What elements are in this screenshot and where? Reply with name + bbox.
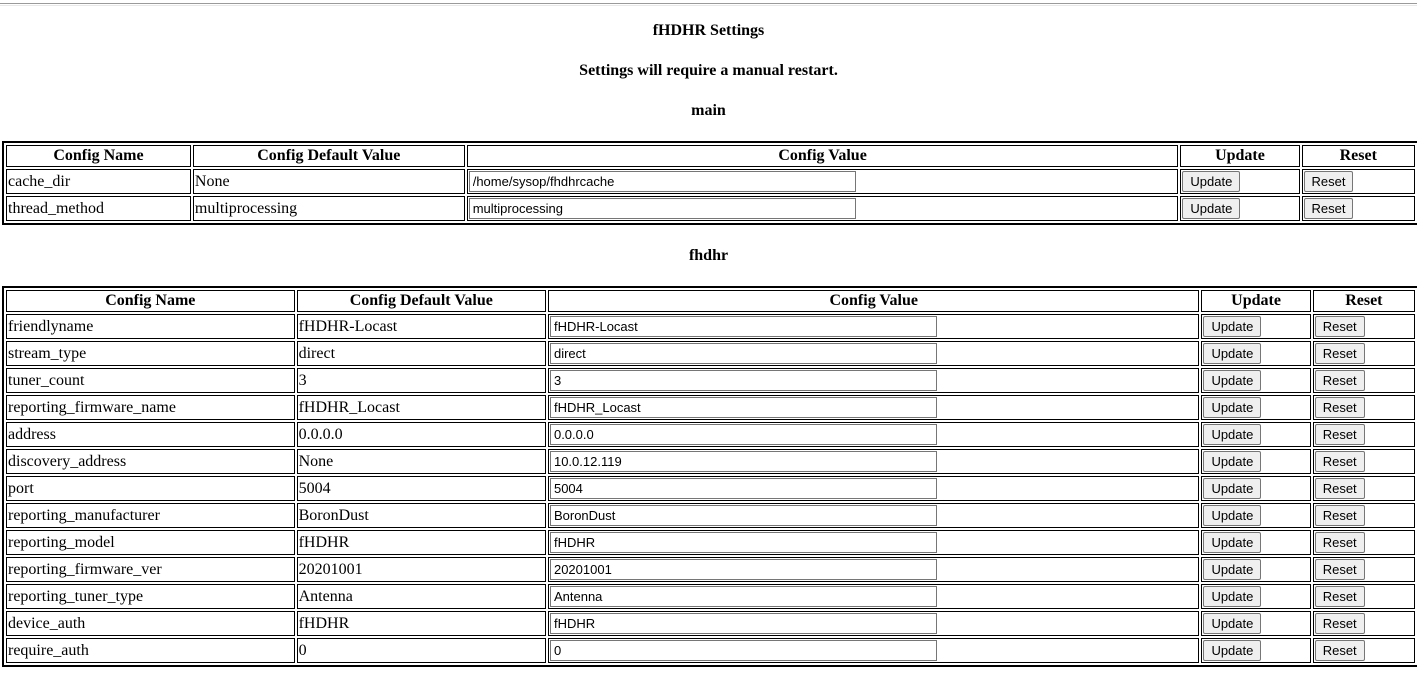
config-name-cell: require_auth bbox=[6, 638, 295, 663]
reset-button[interactable]: Reset bbox=[1315, 424, 1365, 445]
config-value-input[interactable] bbox=[469, 198, 856, 219]
config-default-cell: None bbox=[193, 169, 465, 194]
config-value-cell bbox=[467, 169, 1179, 194]
update-cell bbox=[1201, 314, 1310, 339]
config-value-cell bbox=[548, 638, 1199, 663]
update-cell bbox=[1180, 196, 1299, 221]
column-header: Config Name bbox=[6, 145, 191, 167]
config-name-cell: tuner_count bbox=[6, 368, 295, 393]
config-default-cell: 0.0.0.0 bbox=[297, 422, 546, 447]
reset-button[interactable]: Reset bbox=[1315, 451, 1365, 472]
config-name-cell: reporting_firmware_name bbox=[6, 395, 295, 420]
update-button[interactable]: Update bbox=[1203, 532, 1261, 553]
config-value-cell bbox=[548, 368, 1199, 393]
config-default-cell: direct bbox=[297, 341, 546, 366]
reset-button[interactable]: Reset bbox=[1315, 505, 1365, 526]
config-value-input[interactable] bbox=[550, 586, 937, 607]
config-default-cell: 0 bbox=[297, 638, 546, 663]
config-name-cell: device_auth bbox=[6, 611, 295, 636]
reset-button[interactable]: Reset bbox=[1315, 559, 1365, 580]
page-title: fHDHR Settings bbox=[652, 22, 765, 39]
main-settings-table bbox=[2, 141, 1417, 225]
reset-button[interactable]: Reset bbox=[1315, 343, 1365, 364]
reset-cell bbox=[1313, 557, 1415, 582]
column-header: Update bbox=[1201, 290, 1310, 312]
update-button[interactable]: Update bbox=[1203, 559, 1261, 580]
reset-cell bbox=[1313, 422, 1415, 447]
config-default-cell: 3 bbox=[297, 368, 546, 393]
config-value-cell bbox=[548, 449, 1199, 474]
update-button[interactable]: Update bbox=[1203, 451, 1261, 472]
update-button[interactable]: Update bbox=[1203, 478, 1261, 499]
reset-button[interactable]: Reset bbox=[1304, 171, 1354, 192]
config-row bbox=[6, 530, 1415, 555]
reset-cell bbox=[1313, 503, 1415, 528]
config-value-cell bbox=[548, 395, 1199, 420]
reset-cell bbox=[1313, 314, 1415, 339]
update-button[interactable]: Update bbox=[1203, 586, 1261, 607]
update-cell bbox=[1201, 449, 1310, 474]
config-name-cell: reporting_model bbox=[6, 530, 295, 555]
update-button[interactable]: Update bbox=[1203, 424, 1261, 445]
column-header: Reset bbox=[1313, 290, 1415, 312]
top-divider bbox=[0, 3, 1417, 6]
config-row bbox=[6, 422, 1415, 447]
restart-notice: Settings will require a manual restart. bbox=[579, 62, 838, 79]
config-name-cell: thread_method bbox=[6, 196, 191, 221]
config-name-cell: reporting_tuner_type bbox=[6, 584, 295, 609]
update-cell bbox=[1201, 395, 1310, 420]
update-button[interactable]: Update bbox=[1182, 171, 1240, 192]
config-value-cell bbox=[548, 530, 1199, 555]
config-value-input[interactable] bbox=[550, 505, 937, 526]
update-cell bbox=[1201, 584, 1310, 609]
update-button[interactable]: Update bbox=[1182, 198, 1240, 219]
reset-cell bbox=[1302, 169, 1416, 194]
column-header: Update bbox=[1180, 145, 1299, 167]
reset-button[interactable]: Reset bbox=[1315, 370, 1365, 391]
reset-cell bbox=[1302, 196, 1416, 221]
column-header: Config Value bbox=[467, 145, 1179, 167]
config-default-cell: fHDHR_Locast bbox=[297, 395, 546, 420]
update-cell bbox=[1201, 557, 1310, 582]
config-value-input[interactable] bbox=[550, 397, 937, 418]
update-cell bbox=[1201, 422, 1310, 447]
config-value-input[interactable] bbox=[550, 478, 937, 499]
config-value-input[interactable] bbox=[550, 343, 937, 364]
config-default-cell: 20201001 bbox=[297, 557, 546, 582]
update-cell bbox=[1201, 476, 1310, 501]
reset-button[interactable]: Reset bbox=[1315, 586, 1365, 607]
config-row bbox=[6, 368, 1415, 393]
config-row bbox=[6, 557, 1415, 582]
reset-cell bbox=[1313, 638, 1415, 663]
config-row bbox=[6, 611, 1415, 636]
section-heading-fhdhr: fhdhr bbox=[688, 247, 729, 264]
config-row bbox=[6, 341, 1415, 366]
column-header: Config Name bbox=[6, 290, 295, 312]
config-value-input[interactable] bbox=[550, 451, 937, 472]
config-value-cell bbox=[548, 476, 1199, 501]
config-value-input[interactable] bbox=[550, 640, 937, 661]
reset-cell bbox=[1313, 476, 1415, 501]
config-value-cell bbox=[467, 196, 1179, 221]
config-default-cell: BoronDust bbox=[297, 503, 546, 528]
config-row bbox=[6, 503, 1415, 528]
update-cell bbox=[1201, 368, 1310, 393]
config-value-cell bbox=[548, 314, 1199, 339]
update-cell bbox=[1201, 638, 1310, 663]
fhdhr-settings-table bbox=[2, 286, 1417, 667]
update-cell bbox=[1201, 611, 1310, 636]
update-button[interactable]: Update bbox=[1203, 370, 1261, 391]
config-value-input[interactable] bbox=[550, 559, 937, 580]
config-value-cell bbox=[548, 341, 1199, 366]
reset-cell bbox=[1313, 449, 1415, 474]
config-value-cell bbox=[548, 557, 1199, 582]
column-header: Config Value bbox=[548, 290, 1199, 312]
update-button[interactable]: Update bbox=[1203, 505, 1261, 526]
config-name-cell: reporting_firmware_ver bbox=[6, 557, 295, 582]
update-button[interactable]: Update bbox=[1203, 613, 1261, 634]
config-row bbox=[6, 449, 1415, 474]
config-value-input[interactable] bbox=[469, 171, 856, 192]
config-row bbox=[6, 395, 1415, 420]
reset-cell bbox=[1313, 611, 1415, 636]
update-button[interactable]: Update bbox=[1203, 397, 1261, 418]
config-name-cell: port bbox=[6, 476, 295, 501]
update-cell bbox=[1201, 503, 1310, 528]
config-default-cell: 5004 bbox=[297, 476, 546, 501]
config-value-input[interactable] bbox=[550, 424, 937, 445]
config-name-cell: discovery_address bbox=[6, 449, 295, 474]
header-row bbox=[6, 145, 1415, 167]
config-default-cell: fHDHR-Locast bbox=[297, 314, 546, 339]
config-value-input[interactable] bbox=[550, 532, 937, 553]
config-name-cell: reporting_manufacturer bbox=[6, 503, 295, 528]
config-default-cell: None bbox=[297, 449, 546, 474]
reset-button[interactable]: Reset bbox=[1315, 613, 1365, 634]
reset-button[interactable]: Reset bbox=[1315, 316, 1365, 337]
config-value-cell bbox=[548, 503, 1199, 528]
config-row bbox=[6, 314, 1415, 339]
config-name-cell: address bbox=[6, 422, 295, 447]
config-row bbox=[6, 638, 1415, 663]
update-button[interactable]: Update bbox=[1203, 640, 1261, 661]
section-heading-main: main bbox=[691, 102, 726, 119]
column-header: Config Default Value bbox=[193, 145, 465, 167]
reset-button[interactable]: Reset bbox=[1315, 640, 1365, 661]
reset-button[interactable]: Reset bbox=[1315, 532, 1365, 553]
config-value-input[interactable] bbox=[550, 613, 937, 634]
config-row bbox=[6, 584, 1415, 609]
reset-cell bbox=[1313, 395, 1415, 420]
update-button[interactable]: Update bbox=[1203, 316, 1261, 337]
config-row bbox=[6, 196, 1415, 221]
config-row bbox=[6, 476, 1415, 501]
header-row bbox=[6, 290, 1415, 312]
reset-cell bbox=[1313, 341, 1415, 366]
config-value-cell bbox=[548, 584, 1199, 609]
config-value-cell bbox=[548, 611, 1199, 636]
reset-cell bbox=[1313, 530, 1415, 555]
config-value-input[interactable] bbox=[550, 316, 937, 337]
config-name-cell: cache_dir bbox=[6, 169, 191, 194]
config-name-cell: stream_type bbox=[6, 341, 295, 366]
config-value-input[interactable] bbox=[550, 370, 937, 391]
config-row bbox=[6, 169, 1415, 194]
config-default-cell: fHDHR bbox=[297, 611, 546, 636]
reset-button[interactable]: Reset bbox=[1304, 198, 1354, 219]
config-value-cell bbox=[548, 422, 1199, 447]
config-default-cell: multiprocessing bbox=[193, 196, 465, 221]
config-name-cell: friendlyname bbox=[6, 314, 295, 339]
reset-cell bbox=[1313, 368, 1415, 393]
reset-button[interactable]: Reset bbox=[1315, 478, 1365, 499]
update-cell bbox=[1201, 530, 1310, 555]
config-default-cell: fHDHR bbox=[297, 530, 546, 555]
reset-button[interactable]: Reset bbox=[1315, 397, 1365, 418]
update-cell bbox=[1201, 341, 1310, 366]
reset-cell bbox=[1313, 584, 1415, 609]
column-header: Reset bbox=[1302, 145, 1416, 167]
column-header: Config Default Value bbox=[297, 290, 546, 312]
update-cell bbox=[1180, 169, 1299, 194]
update-button[interactable]: Update bbox=[1203, 343, 1261, 364]
config-default-cell: Antenna bbox=[297, 584, 546, 609]
